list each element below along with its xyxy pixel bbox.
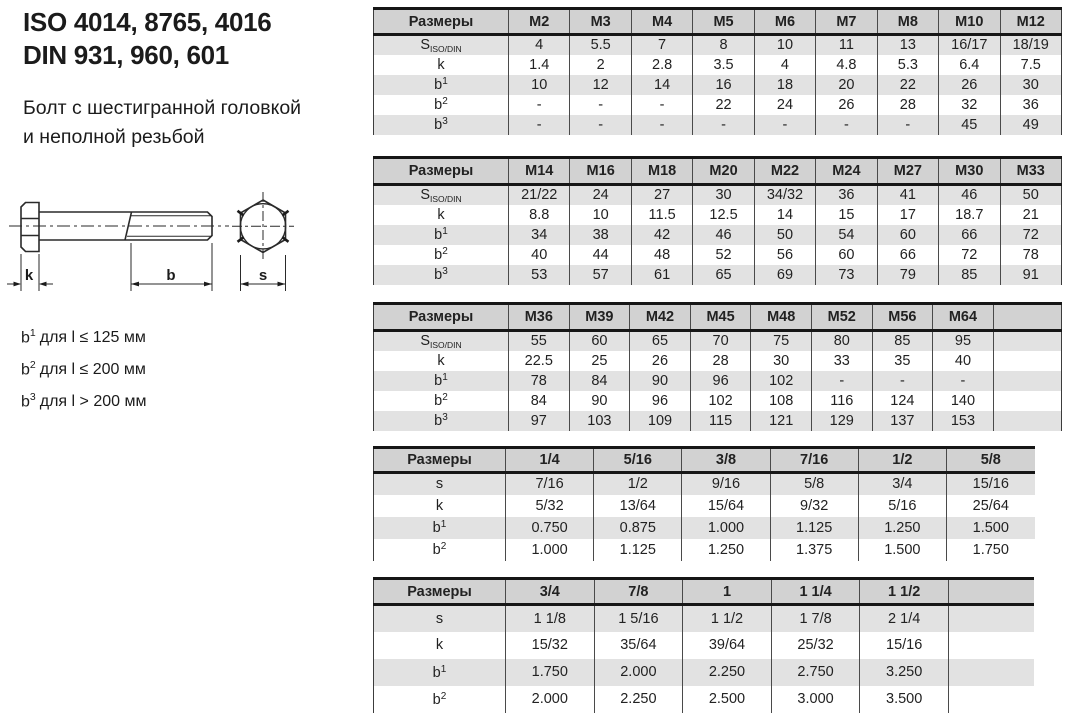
table-cell: 11 bbox=[816, 35, 877, 55]
table-cell: 26 bbox=[939, 75, 1000, 95]
metric-table-m14-m33 bbox=[373, 156, 1062, 285]
table-cell: 1 5/16 bbox=[594, 605, 683, 632]
table-cell: 60 bbox=[877, 225, 938, 245]
table-cell: 61 bbox=[631, 265, 692, 285]
table-row bbox=[374, 473, 1035, 495]
table-cell: 27 bbox=[631, 185, 692, 205]
row-label: $b^1$ bbox=[374, 371, 509, 391]
table-cell: 25/32 bbox=[771, 632, 860, 659]
table-cell: 48 bbox=[631, 245, 692, 265]
table-cell: 18 bbox=[754, 75, 815, 95]
column-header: M16 bbox=[570, 158, 631, 185]
table-cell: 22 bbox=[693, 95, 754, 115]
table-cell: 1.375 bbox=[770, 539, 858, 561]
column-header: M18 bbox=[631, 158, 692, 185]
table-row bbox=[374, 265, 1062, 285]
table-cell: 36 bbox=[1000, 95, 1061, 115]
note-b2: $b^2$ для l ≤ 200 мм bbox=[21, 358, 146, 379]
subtitle-line-2: и неполной резьбой bbox=[23, 126, 205, 148]
table-corner-header: Размеры bbox=[374, 158, 509, 185]
table-cell: 90 bbox=[630, 371, 691, 391]
row-label: $b^3$ bbox=[374, 115, 509, 135]
table-cell: 8.8 bbox=[509, 205, 570, 225]
column-header: M5 bbox=[693, 9, 754, 35]
table-cell: 17 bbox=[877, 205, 938, 225]
table-row bbox=[374, 75, 1062, 95]
table-cell: 46 bbox=[693, 225, 754, 245]
column-header: M20 bbox=[693, 158, 754, 185]
table-cell: 65 bbox=[693, 265, 754, 285]
table-cell: 33 bbox=[811, 351, 872, 371]
column-header: M42 bbox=[630, 304, 691, 331]
table-cell: 153 bbox=[933, 411, 994, 431]
row-label: $b^2$ bbox=[434, 96, 448, 113]
table-cell: 1.125 bbox=[770, 517, 858, 539]
table-cell: 1.000 bbox=[682, 517, 770, 539]
metric-table-m36-m64 bbox=[373, 302, 1062, 431]
table-cell: 116 bbox=[811, 391, 872, 411]
table-cell: 10 bbox=[754, 35, 815, 55]
empty-cell bbox=[993, 351, 1061, 371]
column-header: 1 bbox=[683, 579, 772, 605]
table-cell: - bbox=[570, 115, 631, 135]
row-label: $S_{ISO/DIN}$ bbox=[374, 35, 509, 55]
column-header: 3/8 bbox=[682, 448, 770, 473]
column-header: 5/16 bbox=[594, 448, 682, 473]
column-header: M56 bbox=[872, 304, 933, 331]
table-cell: 69 bbox=[754, 265, 815, 285]
table-cell: 1.750 bbox=[946, 539, 1034, 561]
table-cell: 103 bbox=[569, 411, 630, 431]
hex-head-side-view bbox=[21, 203, 39, 252]
table-cell: 72 bbox=[1000, 225, 1061, 245]
inch-table-small bbox=[373, 446, 1035, 561]
note-b1: $b^1$ для l ≤ 125 мм bbox=[21, 327, 146, 347]
row-label: $S_{ISO/DIN}$ bbox=[374, 185, 509, 205]
table-cell: 10 bbox=[570, 205, 631, 225]
table-cell: - bbox=[933, 371, 994, 391]
column-header: M4 bbox=[631, 9, 692, 35]
table-cell: 0.875 bbox=[594, 517, 682, 539]
table-cell: 3.500 bbox=[860, 686, 949, 713]
table-cell: - bbox=[877, 115, 938, 135]
table-cell: - bbox=[754, 115, 815, 135]
table-cell: 102 bbox=[751, 371, 812, 391]
table-cell: 2.8 bbox=[631, 55, 692, 75]
title-din: DIN 931, 960, 601 bbox=[23, 40, 229, 70]
empty-cell bbox=[993, 371, 1061, 391]
table-cell: 9/32 bbox=[770, 495, 858, 517]
column-header: M45 bbox=[690, 304, 751, 331]
table-cell: 5/32 bbox=[506, 495, 594, 517]
table-cell: 14 bbox=[631, 75, 692, 95]
table-cell: 24 bbox=[754, 95, 815, 115]
row-label: $b^2$ bbox=[434, 392, 448, 409]
table-row bbox=[374, 391, 1062, 411]
table-cell: 70 bbox=[690, 331, 751, 351]
table-cell: 26 bbox=[630, 351, 691, 371]
table-cell: 3/4 bbox=[858, 473, 946, 495]
table-cell: 24 bbox=[570, 185, 631, 205]
column-header: M7 bbox=[816, 9, 877, 35]
column-header: M36 bbox=[509, 304, 570, 331]
table-cell: - bbox=[509, 115, 570, 135]
table-row bbox=[374, 371, 1062, 391]
column-header: M33 bbox=[1000, 158, 1061, 185]
table-cell: 85 bbox=[872, 331, 933, 351]
table-cell: 80 bbox=[811, 331, 872, 351]
table-cell: 50 bbox=[1000, 185, 1061, 205]
empty-cell bbox=[948, 632, 1034, 659]
table-cell: 18.7 bbox=[939, 205, 1000, 225]
column-header: 1/2 bbox=[858, 448, 946, 473]
table-cell: 60 bbox=[569, 331, 630, 351]
table-cell: 66 bbox=[877, 245, 938, 265]
table-cell: 1.500 bbox=[858, 539, 946, 561]
table-row bbox=[374, 35, 1062, 55]
subtitle-line-1: Болт с шестигранной головкой bbox=[23, 97, 302, 119]
table-cell: 0.750 bbox=[506, 517, 594, 539]
table-cell: 115 bbox=[690, 411, 751, 431]
table-cell: 78 bbox=[1000, 245, 1061, 265]
dim-label-s: s bbox=[258, 267, 268, 284]
empty-column-header bbox=[993, 304, 1061, 331]
table-cell: 91 bbox=[1000, 265, 1061, 285]
row-label: k bbox=[437, 352, 445, 369]
table-cell: 26 bbox=[816, 95, 877, 115]
table-cell: 52 bbox=[693, 245, 754, 265]
table-cell: 1.250 bbox=[682, 539, 770, 561]
table-cell: 84 bbox=[509, 391, 570, 411]
column-header: M30 bbox=[939, 158, 1000, 185]
table-cell: 14 bbox=[754, 205, 815, 225]
table-row bbox=[374, 55, 1062, 75]
row-label: $b^1$ bbox=[374, 517, 506, 539]
table-cell: 124 bbox=[872, 391, 933, 411]
table-cell: 1 1/8 bbox=[506, 605, 595, 632]
empty-cell bbox=[993, 331, 1061, 351]
note-b3: $b^3$ для l > 200 мм bbox=[21, 390, 147, 410]
table-cell: 46 bbox=[939, 185, 1000, 205]
arrowhead bbox=[131, 282, 139, 287]
table-cell: 78 bbox=[509, 371, 570, 391]
column-header: 3/4 bbox=[506, 579, 595, 605]
row-label: k bbox=[435, 637, 444, 653]
table-cell: 4 bbox=[754, 55, 815, 75]
row-label: k bbox=[435, 497, 444, 514]
table-cell: 30 bbox=[693, 185, 754, 205]
table-cell: 1.000 bbox=[506, 539, 594, 561]
table-cell: 30 bbox=[1000, 75, 1061, 95]
table-cell: 5/16 bbox=[858, 495, 946, 517]
column-header: M64 bbox=[933, 304, 994, 331]
table-cell: 75 bbox=[751, 331, 812, 351]
empty-cell bbox=[993, 411, 1061, 431]
column-header: M10 bbox=[939, 9, 1000, 35]
table-cell: 2.250 bbox=[683, 659, 772, 686]
table-cell: 2 1/4 bbox=[860, 605, 949, 632]
table-cell: 2.000 bbox=[594, 659, 683, 686]
page-title bbox=[23, 6, 271, 72]
table-cell: 7.5 bbox=[1000, 55, 1061, 75]
table-cell: 4.8 bbox=[816, 55, 877, 75]
table-cell: 7 bbox=[631, 35, 692, 55]
table-cell: 66 bbox=[939, 225, 1000, 245]
table-cell: - bbox=[816, 115, 877, 135]
table-row bbox=[374, 605, 1035, 632]
table-corner-header: Размеры bbox=[374, 579, 506, 605]
empty-cell bbox=[948, 659, 1034, 686]
table-cell: - bbox=[693, 115, 754, 135]
table-cell: 79 bbox=[877, 265, 938, 285]
table-cell: 2.500 bbox=[683, 686, 772, 713]
empty-cell bbox=[993, 391, 1061, 411]
table-row bbox=[374, 495, 1035, 517]
table-cell: 108 bbox=[751, 391, 812, 411]
table-cell: 40 bbox=[933, 351, 994, 371]
column-header: M2 bbox=[509, 9, 570, 35]
column-header: M52 bbox=[811, 304, 872, 331]
table-cell: 22.5 bbox=[509, 351, 570, 371]
row-label: k bbox=[437, 56, 445, 73]
table-row bbox=[374, 351, 1062, 371]
column-header: 5/8 bbox=[946, 448, 1034, 473]
table-row bbox=[374, 331, 1062, 351]
row-label: s bbox=[374, 605, 506, 632]
table-cell: - bbox=[509, 95, 570, 115]
table-cell: 1.4 bbox=[509, 55, 570, 75]
table-cell: 2.000 bbox=[506, 686, 595, 713]
arrowhead bbox=[241, 282, 249, 287]
table-cell: 5/8 bbox=[770, 473, 858, 495]
empty-column-header bbox=[948, 579, 1034, 605]
table-cell: 18/19 bbox=[1000, 35, 1061, 55]
table-cell: 40 bbox=[509, 245, 570, 265]
table-cell: 137 bbox=[872, 411, 933, 431]
row-label: $b^2$ bbox=[434, 246, 448, 263]
row-label: k bbox=[437, 206, 445, 223]
table-cell: 7/16 bbox=[506, 473, 594, 495]
inch-table-large bbox=[373, 577, 1034, 713]
table-cell: 5.5 bbox=[570, 35, 631, 55]
table-cell: 11.5 bbox=[631, 205, 692, 225]
arrowhead bbox=[278, 282, 286, 287]
arrowhead bbox=[14, 282, 22, 287]
table-cell: 3.250 bbox=[860, 659, 949, 686]
table-cell: 90 bbox=[569, 391, 630, 411]
table-cell: 13 bbox=[877, 35, 938, 55]
table-cell: 38 bbox=[570, 225, 631, 245]
table-row bbox=[374, 95, 1062, 115]
table-cell: 85 bbox=[939, 265, 1000, 285]
row-label: $S_{ISO/DIN}$ bbox=[374, 331, 509, 351]
table-cell: 1 1/2 bbox=[683, 605, 772, 632]
table-cell: 56 bbox=[754, 245, 815, 265]
row-label: $b^3$ bbox=[374, 265, 509, 285]
table-cell: 96 bbox=[690, 371, 751, 391]
table-cell: 1.500 bbox=[946, 517, 1034, 539]
table-cell: 15/16 bbox=[946, 473, 1034, 495]
table-cell: 97 bbox=[509, 411, 570, 431]
table-row bbox=[374, 225, 1062, 245]
column-header: M27 bbox=[877, 158, 938, 185]
row-label: $b^1$ bbox=[374, 225, 509, 245]
table-row bbox=[374, 115, 1062, 135]
table-cell: 96 bbox=[630, 391, 691, 411]
table-cell: 72 bbox=[939, 245, 1000, 265]
table-cell: 28 bbox=[690, 351, 751, 371]
table-cell: 121 bbox=[751, 411, 812, 431]
page-subtitle bbox=[23, 94, 301, 152]
row-label: s bbox=[374, 473, 506, 495]
table-cell: 8 bbox=[693, 35, 754, 55]
table-cell: 1/2 bbox=[594, 473, 682, 495]
table-cell: 102 bbox=[690, 391, 751, 411]
table-row bbox=[374, 517, 1035, 539]
column-header: M24 bbox=[816, 158, 877, 185]
table-cell: 39/64 bbox=[683, 632, 772, 659]
table-row bbox=[374, 411, 1062, 431]
column-header: M12 bbox=[1000, 9, 1061, 35]
table-cell: 12 bbox=[570, 75, 631, 95]
table-cell: 4 bbox=[509, 35, 570, 55]
table-row bbox=[374, 205, 1062, 225]
table-cell: 53 bbox=[509, 265, 570, 285]
table-cell: - bbox=[631, 115, 692, 135]
table-corner-header: Размеры bbox=[374, 304, 509, 331]
table-cell: 6.4 bbox=[939, 55, 1000, 75]
table-cell: 34/32 bbox=[754, 185, 815, 205]
table-corner-header: Размеры bbox=[374, 448, 506, 473]
table-row bbox=[374, 659, 1035, 686]
table-cell: 36 bbox=[816, 185, 877, 205]
table-cell: 54 bbox=[816, 225, 877, 245]
table-row bbox=[374, 686, 1035, 713]
table-cell: 34 bbox=[509, 225, 570, 245]
table-cell: 12.5 bbox=[693, 205, 754, 225]
table-cell: 1 7/8 bbox=[771, 605, 860, 632]
table-cell: 15 bbox=[816, 205, 877, 225]
column-header: M3 bbox=[570, 9, 631, 35]
table-cell: 15/64 bbox=[682, 495, 770, 517]
table-cell: 1.125 bbox=[594, 539, 682, 561]
table-cell: 60 bbox=[816, 245, 877, 265]
arrowhead bbox=[204, 282, 212, 287]
table-cell: 25/64 bbox=[946, 495, 1034, 517]
row-label: $b^1$ bbox=[374, 659, 506, 686]
table-cell: 28 bbox=[877, 95, 938, 115]
table-cell: 3.5 bbox=[693, 55, 754, 75]
row-label: $b^1$ bbox=[374, 75, 509, 95]
table-cell: 84 bbox=[569, 371, 630, 391]
dim-label-b: b bbox=[166, 267, 176, 284]
table-cell: 15/16 bbox=[860, 632, 949, 659]
table-cell: 42 bbox=[631, 225, 692, 245]
column-header: M8 bbox=[877, 9, 938, 35]
column-header: 1 1/2 bbox=[860, 579, 949, 605]
column-header: M6 bbox=[754, 9, 815, 35]
empty-cell bbox=[948, 605, 1034, 632]
table-row bbox=[374, 185, 1062, 205]
thread-length-notes bbox=[21, 320, 146, 415]
row-label: $b^2$ bbox=[432, 690, 447, 708]
table-cell: 35 bbox=[872, 351, 933, 371]
table-cell: 21/22 bbox=[509, 185, 570, 205]
table-cell: - bbox=[631, 95, 692, 115]
table-cell: - bbox=[570, 95, 631, 115]
table-cell: 45 bbox=[939, 115, 1000, 135]
table-row bbox=[374, 632, 1035, 659]
table-cell: 55 bbox=[509, 331, 570, 351]
table-cell: 13/64 bbox=[594, 495, 682, 517]
table-cell: 57 bbox=[570, 265, 631, 285]
column-header: M39 bbox=[569, 304, 630, 331]
table-cell: 1.250 bbox=[858, 517, 946, 539]
table-cell: 109 bbox=[630, 411, 691, 431]
table-cell: 140 bbox=[933, 391, 994, 411]
row-label: $b^3$ bbox=[374, 411, 509, 431]
table-cell: 73 bbox=[816, 265, 877, 285]
bolt-technical-drawing bbox=[0, 185, 320, 303]
table-cell: 21 bbox=[1000, 205, 1061, 225]
table-cell: 50 bbox=[754, 225, 815, 245]
column-header: M48 bbox=[751, 304, 812, 331]
arrowhead bbox=[39, 282, 47, 287]
table-cell: 32 bbox=[939, 95, 1000, 115]
table-cell: 49 bbox=[1000, 115, 1061, 135]
table-cell: - bbox=[872, 371, 933, 391]
table-cell: 10 bbox=[509, 75, 570, 95]
table-cell: - bbox=[811, 371, 872, 391]
table-cell: 2.750 bbox=[771, 659, 860, 686]
table-cell: 3.000 bbox=[771, 686, 860, 713]
column-header: 1/4 bbox=[506, 448, 594, 473]
table-cell: 2 bbox=[570, 55, 631, 75]
table-cell: 5.3 bbox=[877, 55, 938, 75]
row-label: $b^2$ bbox=[432, 541, 447, 558]
table-cell: 129 bbox=[811, 411, 872, 431]
table-row bbox=[374, 245, 1062, 265]
column-header: 7/8 bbox=[594, 579, 683, 605]
table-cell: 25 bbox=[569, 351, 630, 371]
table-cell: 16/17 bbox=[939, 35, 1000, 55]
empty-cell bbox=[948, 686, 1034, 713]
table-cell: 41 bbox=[877, 185, 938, 205]
table-cell: 22 bbox=[877, 75, 938, 95]
metric-table-m2-m12 bbox=[373, 7, 1062, 135]
table-cell: 35/64 bbox=[594, 632, 683, 659]
table-row bbox=[374, 539, 1035, 561]
table-cell: 20 bbox=[816, 75, 877, 95]
table-cell: 95 bbox=[933, 331, 994, 351]
column-header: 1 1/4 bbox=[771, 579, 860, 605]
dim-label-k: k bbox=[24, 267, 34, 284]
column-header: 7/16 bbox=[770, 448, 858, 473]
column-header: M14 bbox=[509, 158, 570, 185]
table-cell: 15/32 bbox=[506, 632, 595, 659]
table-cell: 44 bbox=[570, 245, 631, 265]
table-corner-header: Размеры bbox=[374, 9, 509, 35]
table-cell: 2.250 bbox=[594, 686, 683, 713]
table-cell: 65 bbox=[630, 331, 691, 351]
title-iso: ISO 4014, 8765, 4016 bbox=[23, 7, 272, 37]
table-cell: 1.750 bbox=[506, 659, 595, 686]
table-cell: 30 bbox=[751, 351, 812, 371]
column-header: M22 bbox=[754, 158, 815, 185]
table-cell: 16 bbox=[693, 75, 754, 95]
table-cell: 9/16 bbox=[682, 473, 770, 495]
